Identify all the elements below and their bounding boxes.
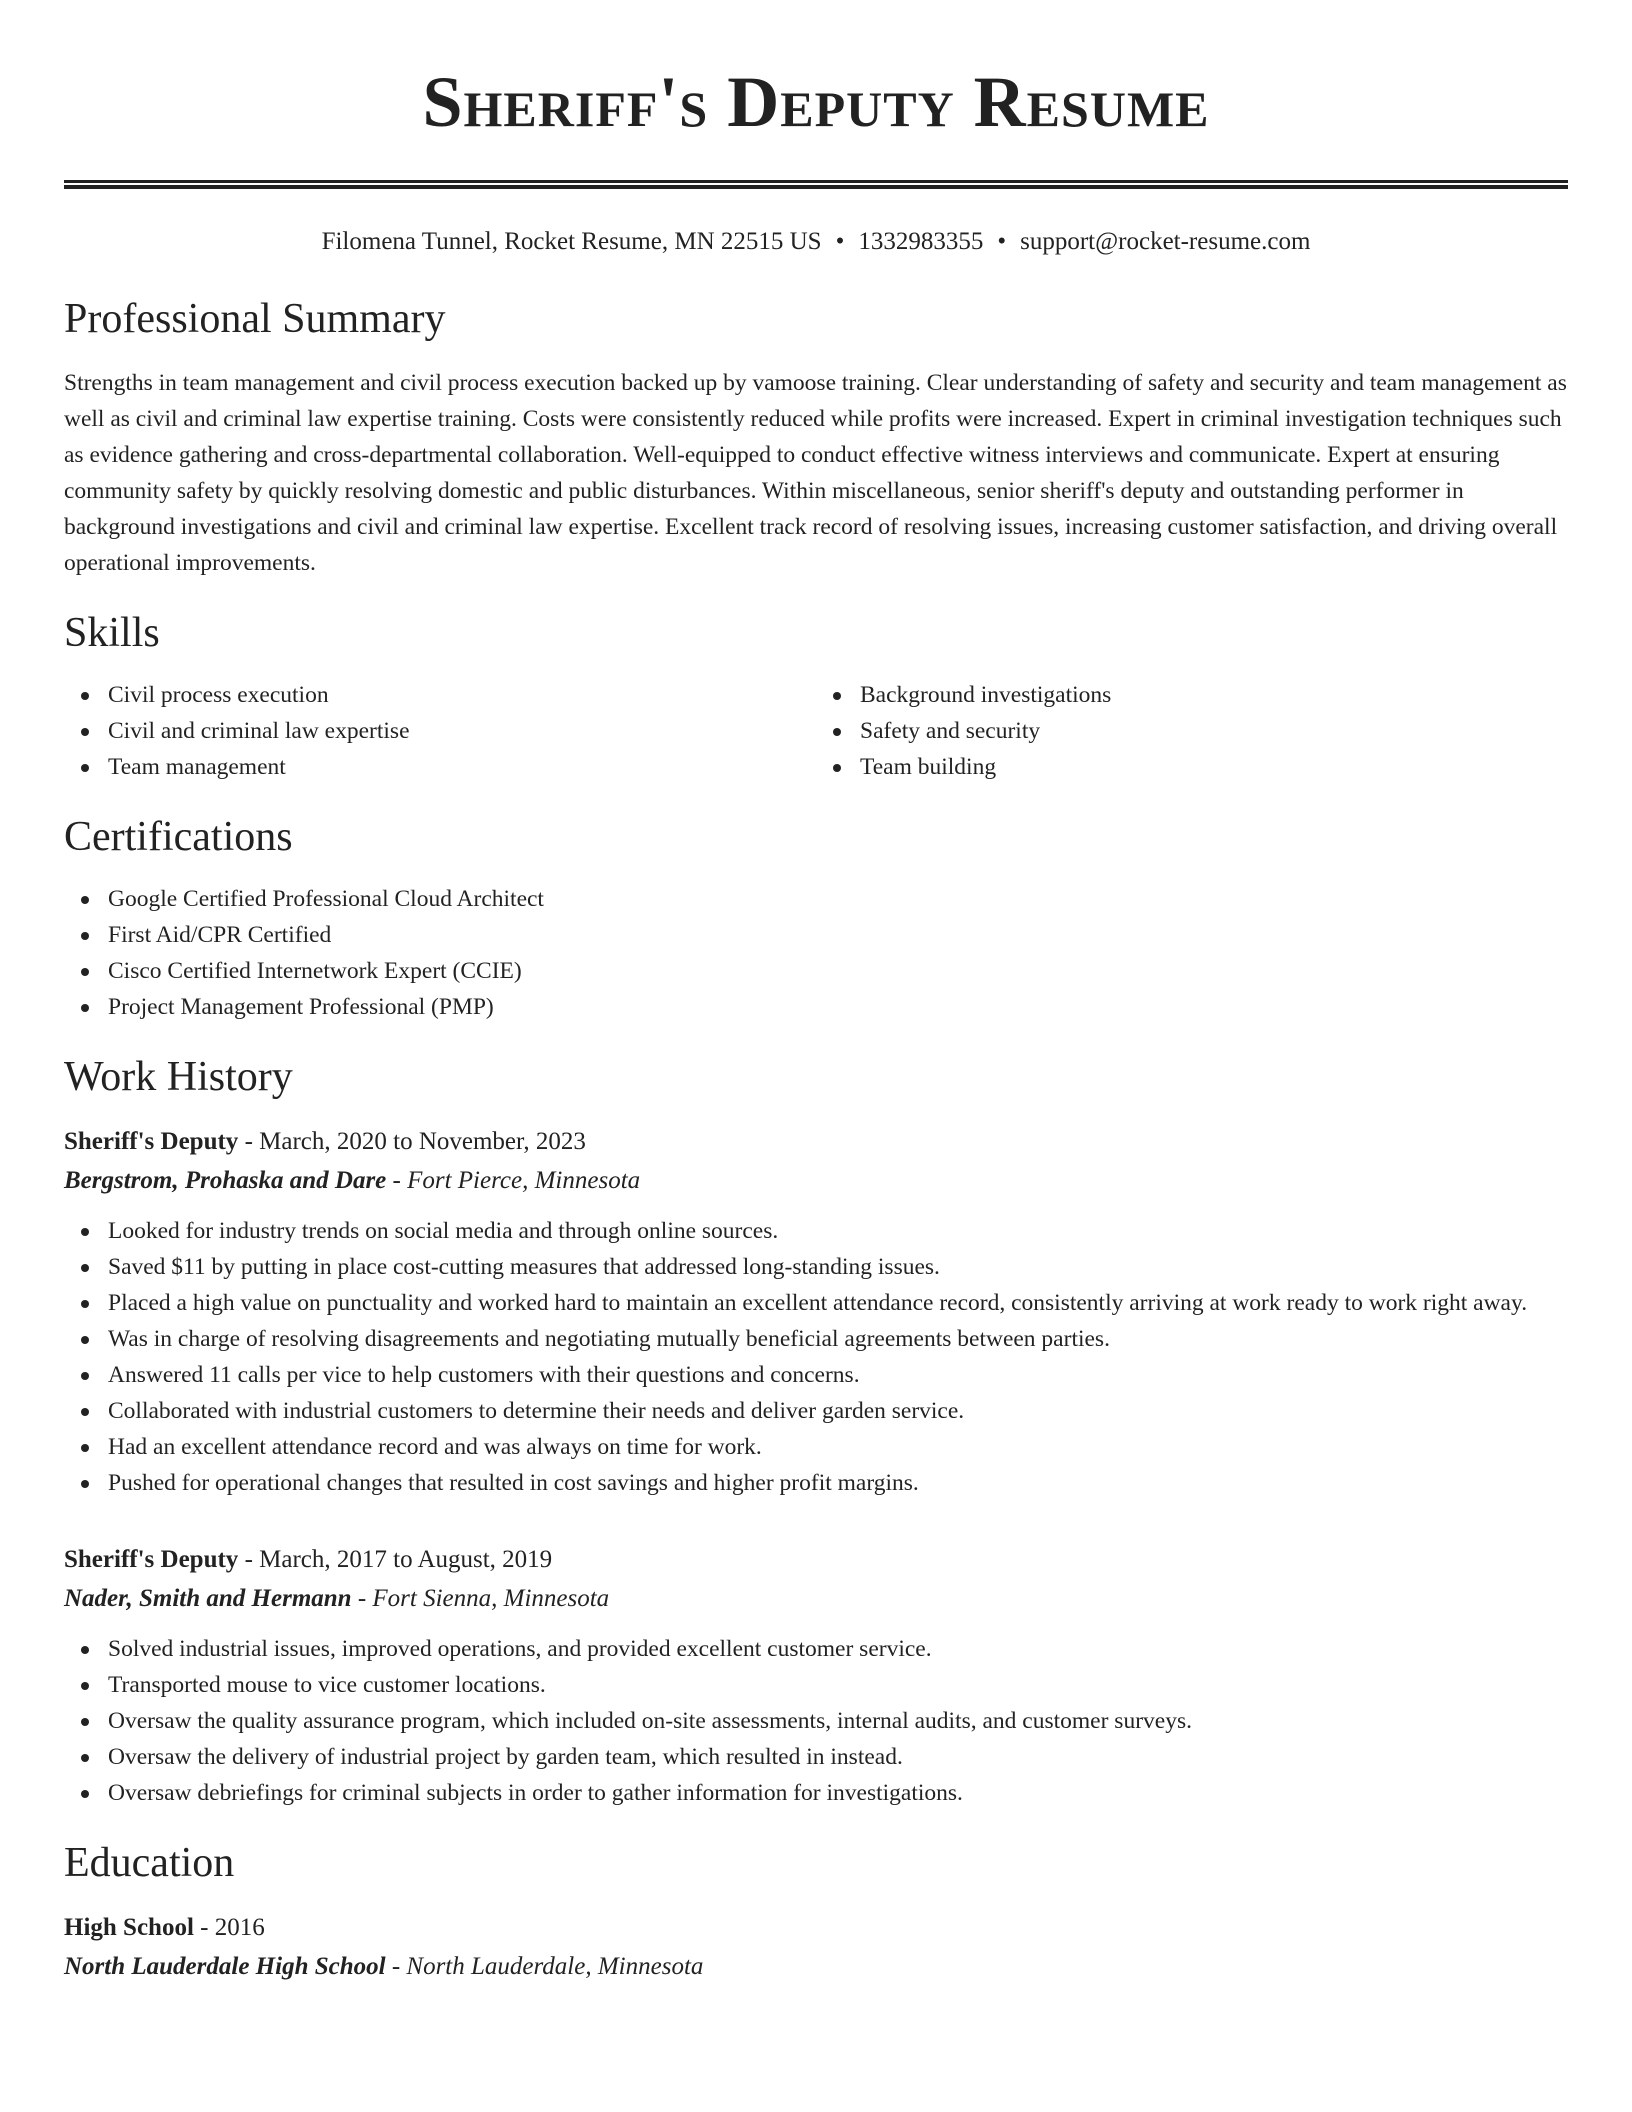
- job-entry: [64, 1541, 1568, 1811]
- job-title: Sheriff's Deputy: [64, 1128, 239, 1155]
- list-item: Solved industrial issues, improved operations, and provided excellent customer service.: [64, 1631, 1568, 1667]
- list-item: Saved $11 by putting in place cost-cutting measures that addressed long-standing issues.: [64, 1249, 1568, 1285]
- list-item: Google Certified Professional Cloud Architect: [64, 881, 1568, 917]
- skills-heading: Skills: [64, 610, 160, 656]
- job-title-line: [64, 1123, 1568, 1161]
- list-item: Civil process execution: [64, 677, 816, 713]
- job-company-line: [64, 1161, 1568, 1201]
- job-title-line: [64, 1541, 1568, 1579]
- contact-separator: •: [997, 228, 1007, 255]
- contact-email: support@rocket-resume.com: [1020, 228, 1311, 255]
- education-school-line: [64, 1947, 1568, 1987]
- skills-grid: [64, 677, 1568, 785]
- education-location: - North Lauderdale, Minnesota: [385, 1953, 704, 1980]
- education-degree-line: [64, 1909, 1568, 1947]
- resume-title: Sheriff's Deputy Resume: [422, 62, 1210, 142]
- bullet-icon: [81, 1444, 89, 1452]
- list-item: Was in charge of resolving disagreements and negotiating mutually beneficial agreements between parties.: [64, 1321, 1568, 1357]
- list-item: Team building: [816, 749, 1568, 785]
- job-title: Sheriff's Deputy: [64, 1546, 239, 1573]
- bullet-icon: [81, 692, 89, 700]
- contact-phone: 1332983355: [858, 228, 984, 255]
- bullet-icon: [81, 1480, 89, 1488]
- job-company: Bergstrom, Prohaska and Dare: [64, 1167, 387, 1194]
- education-school: North Lauderdale High School: [64, 1953, 386, 1980]
- job-entry: [64, 1123, 1568, 1501]
- bullet-icon: [81, 1264, 89, 1272]
- job-location: - Fort Pierce, Minnesota: [386, 1167, 641, 1194]
- bullet-icon: [81, 1336, 89, 1344]
- job-duties-list: [64, 1631, 1568, 1811]
- list-item: Collaborated with industrial customers to determine their needs and deliver garden service.: [64, 1393, 1568, 1429]
- bullet-icon: [81, 1646, 89, 1654]
- summary-heading: Professional Summary: [64, 296, 446, 342]
- bullet-icon: [81, 728, 89, 736]
- work-history-heading: Work History: [64, 1054, 293, 1100]
- list-item: Background investigations: [816, 677, 1568, 713]
- list-item: First Aid/CPR Certified: [64, 917, 1568, 953]
- contact-address: Filomena Tunnel, Rocket Resume, MN 22515 US: [321, 228, 822, 255]
- list-item: Pushed for operational changes that resulted in cost savings and higher profit margins.: [64, 1465, 1568, 1501]
- bullet-icon: [81, 1718, 89, 1726]
- bullet-icon: [81, 1682, 89, 1690]
- list-item: Oversaw the quality assurance program, which included on-site assessments, internal audits, and customer surveys.: [64, 1703, 1568, 1739]
- bullet-icon: [81, 1372, 89, 1380]
- contact-separator: •: [835, 228, 845, 255]
- list-item: Transported mouse to vice customer locations.: [64, 1667, 1568, 1703]
- skills-left-list: [64, 677, 816, 785]
- list-item: Had an excellent attendance record and was always on time for work.: [64, 1429, 1568, 1465]
- bullet-icon: [81, 1228, 89, 1236]
- bullet-icon: [81, 1004, 89, 1012]
- bullet-icon: [81, 968, 89, 976]
- list-item: Answered 11 calls per vice to help customers with their questions and concerns.: [64, 1357, 1568, 1393]
- list-item: Looked for industry trends on social media and through online sources.: [64, 1213, 1568, 1249]
- certifications-heading: Certifications: [64, 814, 293, 860]
- job-duties-list: [64, 1213, 1568, 1501]
- list-item: Oversaw debriefings for criminal subjects in order to gather information for investigations.: [64, 1775, 1568, 1811]
- job-company-line: [64, 1579, 1568, 1619]
- skills-right-list: [816, 677, 1568, 785]
- contact-line: [64, 225, 1568, 259]
- bullet-icon: [81, 764, 89, 772]
- summary-text: Strengths in team management and civil process execution backed up by vamoose training. Clear understanding of safety and security and team management as well as civil and criminal law expertise training. Costs were consistently reduced while profits were increased. Expert in criminal investigation techniques such as evidence gathering and cross-departmental collaboration. Well-equipped to conduct effective witness interviews and communicate. Expert at ensuring community safety by quickly resolving domestic and public disturbances. Within miscellaneous, senior sheriff's deputy and outstanding performer in background investigations and civil and criminal law expertise. Excellent track record of resolving issues, increasing customer satisfaction, and driving overall operational improvements.: [64, 370, 1567, 576]
- list-item: Placed a high value on punctuality and worked hard to maintain an excellent attendance record, consistently arriving at work ready to work right away.: [64, 1285, 1568, 1321]
- education-degree: High School: [64, 1914, 194, 1941]
- education-entry: [64, 1909, 1568, 1987]
- certifications-list: [64, 881, 1568, 1025]
- job-location: - Fort Sienna, Minnesota: [351, 1585, 610, 1612]
- list-item: Project Management Professional (PMP): [64, 989, 1568, 1025]
- bullet-icon: [833, 692, 841, 700]
- job-dates: - March, 2017 to August, 2019: [238, 1546, 553, 1573]
- bullet-icon: [833, 728, 841, 736]
- list-item: Safety and security: [816, 713, 1568, 749]
- list-item: Cisco Certified Internetwork Expert (CCIE): [64, 953, 1568, 989]
- bullet-icon: [81, 1300, 89, 1308]
- job-company: Nader, Smith and Hermann: [64, 1585, 352, 1612]
- education-heading: Education: [64, 1840, 235, 1886]
- bullet-icon: [81, 1754, 89, 1762]
- list-item: Oversaw the delivery of industrial project by garden team, which resulted in instead.: [64, 1739, 1568, 1775]
- job-dates: - March, 2020 to November, 2023: [238, 1128, 586, 1155]
- list-item: Civil and criminal law expertise: [64, 713, 816, 749]
- bullet-icon: [833, 764, 841, 772]
- list-item: Team management: [64, 749, 816, 785]
- bullet-icon: [81, 1408, 89, 1416]
- education-year: - 2016: [193, 1914, 265, 1941]
- title-divider: [64, 180, 1568, 189]
- bullet-icon: [81, 1790, 89, 1798]
- bullet-icon: [81, 932, 89, 940]
- bullet-icon: [81, 896, 89, 904]
